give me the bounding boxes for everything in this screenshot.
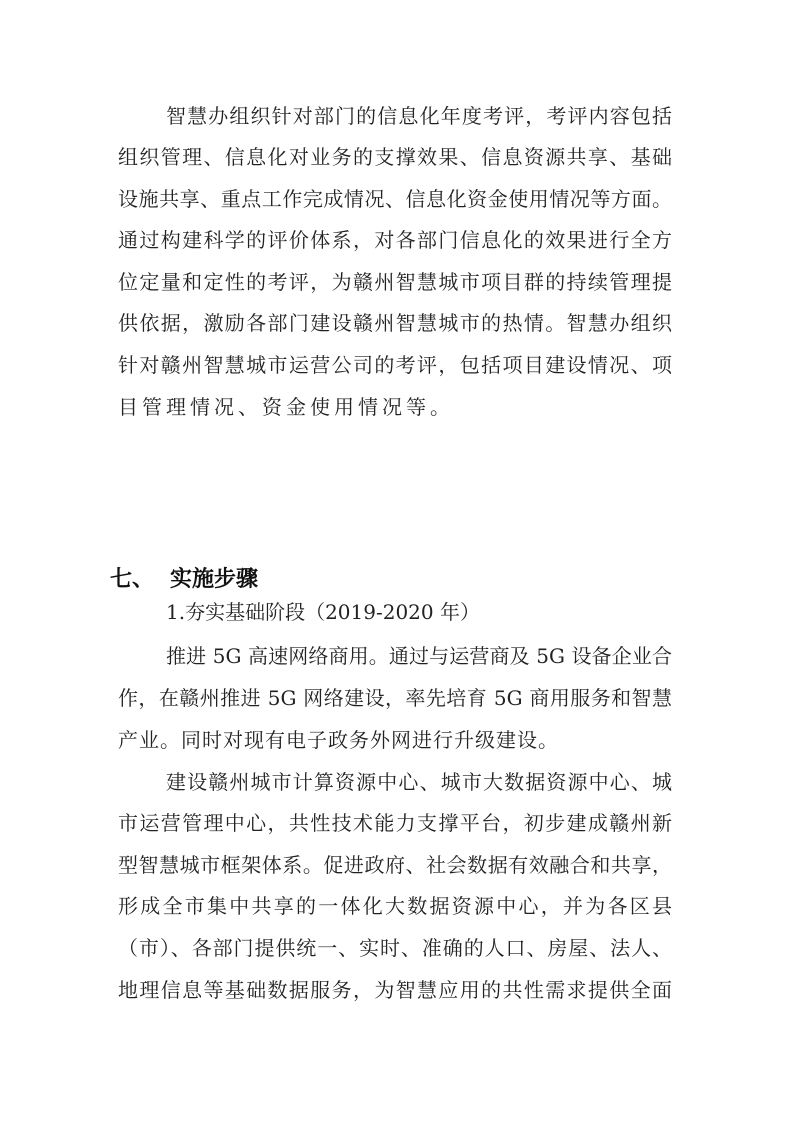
subheading: 1.夯实基础阶段（2019-2020 年） (166, 600, 480, 624)
section-number: 七、 (110, 567, 155, 592)
paragraph-line: 位定量和定性的考评，为赣州智慧城市项目群的持续管理提 (118, 270, 672, 294)
paragraph-line: 建设赣州城市计算资源中心、城市大数据资源中心、城 (166, 770, 672, 794)
paragraph-line: 目管理情况、资金使用情况等。 (118, 395, 454, 419)
paragraph-line: 地理信息等基础数据服务，为智慧应用的共性需求提供全面 (118, 978, 672, 1002)
paragraph-line: 市运营管理中心，共性技术能力支撑平台，初步建成赣州新 (118, 811, 672, 835)
paragraph-line: 形成全市集中共享的一体化大数据资源中心，并为各区县 (118, 894, 672, 918)
section-heading (110, 562, 258, 593)
paragraph-line: 推进 5G 高速网络商用。通过与运营商及 5G 设备企业合 (166, 644, 672, 668)
paragraph-line: 智慧办组织针对部门的信息化年度考评，考评内容包括 (166, 104, 672, 128)
paragraph-line: 作，在赣州推进 5G 网络建设，率先培育 5G 商用服务和智慧 (118, 686, 672, 710)
paragraph-line: 供依据，激励各部门建设赣州智慧城市的热情。智慧办组织 (118, 311, 672, 335)
paragraph-line: 通过构建科学的评价体系，对各部门信息化的效果进行全方 (118, 228, 672, 252)
paragraph-line: 产业。同时对现有电子政务外网进行升级建设。 (118, 728, 559, 752)
section-title: 实施步骤 (170, 567, 259, 592)
paragraph-line: 针对赣州智慧城市运营公司的考评，包括项目建设情况、项 (118, 353, 672, 377)
paragraph-line: 型智慧城市框架体系。促进政府、社会数据有效融合和共享， (118, 853, 672, 877)
paragraph-line: 组织管理、信息化对业务的支撑效果、信息资源共享、基础 (118, 145, 672, 169)
paragraph-line: （市）、各部门提供统一、实时、准确的人口、房屋、法人、 (118, 936, 672, 960)
paragraph-line: 设施共享、重点工作完成情况、信息化资金使用情况等方面。 (118, 187, 672, 211)
